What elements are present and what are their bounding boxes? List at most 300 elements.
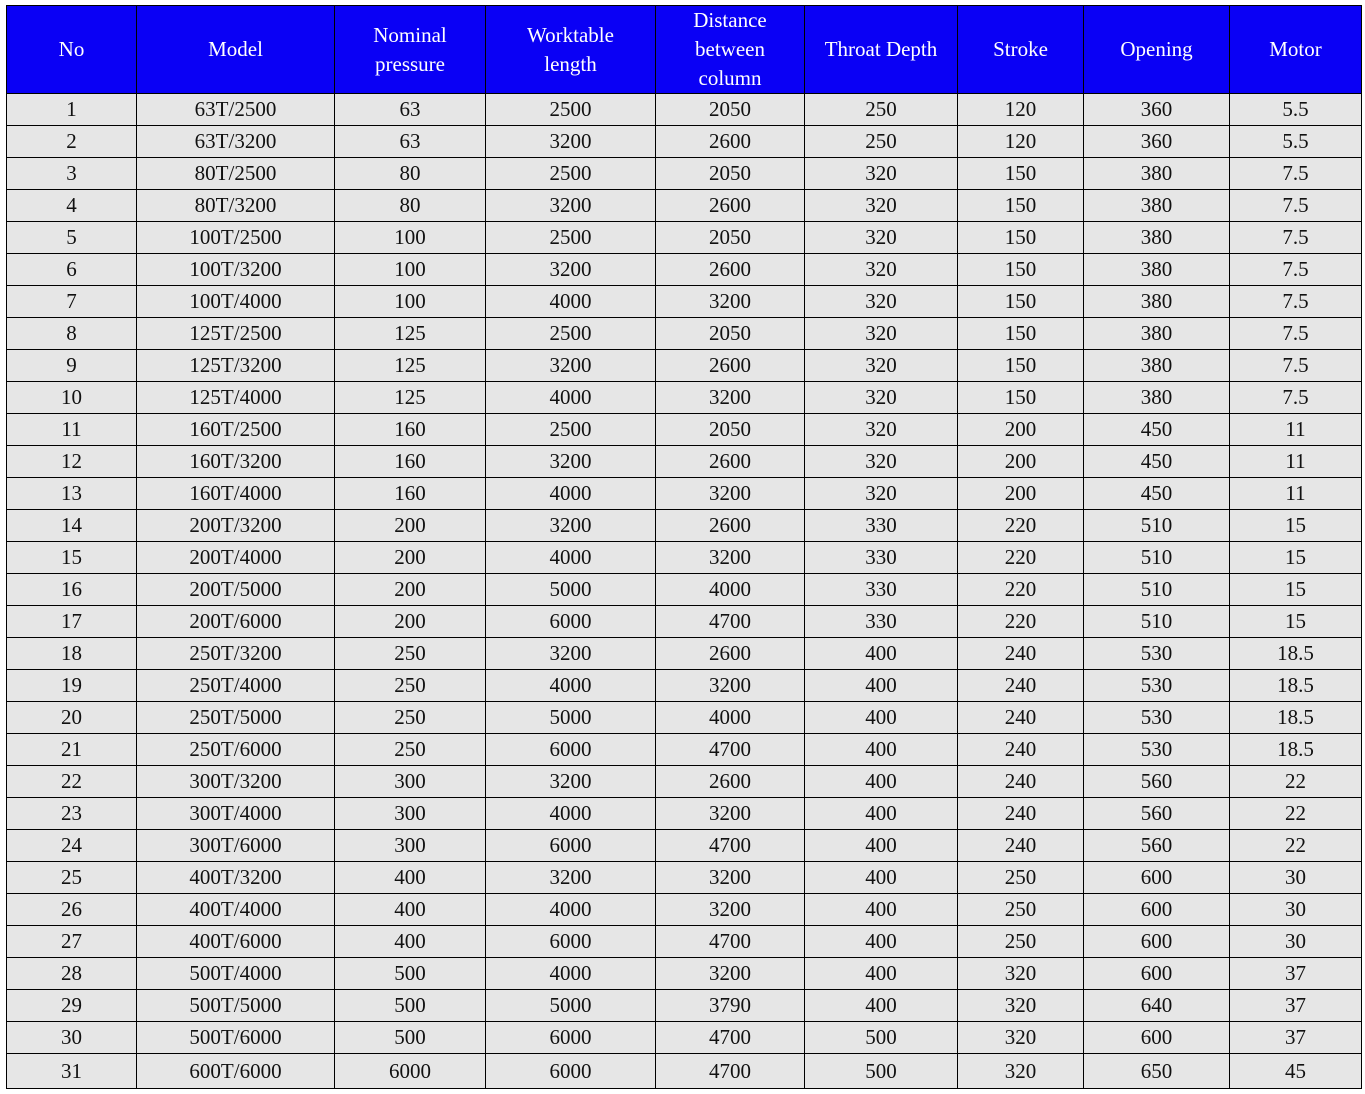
cell-no: 31 bbox=[7, 1054, 137, 1089]
cell-throat-depth: 400 bbox=[805, 990, 958, 1022]
cell-throat-depth: 500 bbox=[805, 1054, 958, 1089]
cell-motor: 22 bbox=[1230, 798, 1362, 830]
cell-no: 5 bbox=[7, 222, 137, 254]
cell-nominal-pressure: 160 bbox=[335, 446, 486, 478]
cell-opening: 510 bbox=[1084, 542, 1230, 574]
cell-motor: 7.5 bbox=[1230, 190, 1362, 222]
cell-nominal-pressure: 250 bbox=[335, 702, 486, 734]
cell-throat-depth: 400 bbox=[805, 958, 958, 990]
cell-opening: 530 bbox=[1084, 702, 1230, 734]
cell-nominal-pressure: 250 bbox=[335, 638, 486, 670]
cell-opening: 360 bbox=[1084, 126, 1230, 158]
cell-model: 200T/3200 bbox=[137, 510, 335, 542]
cell-nominal-pressure: 100 bbox=[335, 222, 486, 254]
cell-stroke: 220 bbox=[958, 510, 1084, 542]
table-row bbox=[7, 318, 1362, 350]
table-row bbox=[7, 798, 1362, 830]
cell-stroke: 150 bbox=[958, 350, 1084, 382]
cell-opening: 510 bbox=[1084, 606, 1230, 638]
cell-motor: 45 bbox=[1230, 1054, 1362, 1089]
cell-nominal-pressure: 250 bbox=[335, 670, 486, 702]
cell-motor: 37 bbox=[1230, 1022, 1362, 1054]
table-row bbox=[7, 542, 1362, 574]
cell-motor: 30 bbox=[1230, 926, 1362, 958]
cell-throat-depth: 250 bbox=[805, 94, 958, 126]
cell-throat-depth: 320 bbox=[805, 286, 958, 318]
cell-no: 3 bbox=[7, 158, 137, 190]
column-header-no-line: No bbox=[58, 37, 85, 61]
cell-motor: 18.5 bbox=[1230, 702, 1362, 734]
cell-opening: 380 bbox=[1084, 190, 1230, 222]
cell-opening: 650 bbox=[1084, 1054, 1230, 1089]
cell-stroke: 250 bbox=[958, 862, 1084, 894]
cell-model: 80T/3200 bbox=[137, 190, 335, 222]
cell-model: 500T/5000 bbox=[137, 990, 335, 1022]
table-row bbox=[7, 1054, 1362, 1089]
table-row bbox=[7, 382, 1362, 414]
cell-throat-depth: 320 bbox=[805, 254, 958, 286]
column-header-distance-between-column-line: column bbox=[698, 66, 762, 90]
cell-no: 27 bbox=[7, 926, 137, 958]
cell-distance-between-column: 2050 bbox=[656, 222, 805, 254]
column-header-opening-line: Opening bbox=[1120, 37, 1193, 61]
table-row bbox=[7, 414, 1362, 446]
cell-model: 160T/2500 bbox=[137, 414, 335, 446]
cell-throat-depth: 320 bbox=[805, 382, 958, 414]
cell-distance-between-column: 3200 bbox=[656, 286, 805, 318]
cell-no: 30 bbox=[7, 1022, 137, 1054]
cell-worktable-length: 3200 bbox=[486, 638, 656, 670]
cell-nominal-pressure: 100 bbox=[335, 286, 486, 318]
table-row bbox=[7, 766, 1362, 798]
table-row bbox=[7, 638, 1362, 670]
cell-nominal-pressure: 80 bbox=[335, 190, 486, 222]
cell-distance-between-column: 2600 bbox=[656, 766, 805, 798]
column-header-distance-between-column-line: Distance bbox=[693, 8, 767, 32]
cell-opening: 600 bbox=[1084, 926, 1230, 958]
table-row bbox=[7, 1022, 1362, 1054]
cell-stroke: 150 bbox=[958, 382, 1084, 414]
cell-opening: 560 bbox=[1084, 766, 1230, 798]
cell-opening: 380 bbox=[1084, 158, 1230, 190]
cell-motor: 18.5 bbox=[1230, 670, 1362, 702]
cell-model: 125T/4000 bbox=[137, 382, 335, 414]
cell-model: 63T/3200 bbox=[137, 126, 335, 158]
cell-worktable-length: 5000 bbox=[486, 574, 656, 606]
column-header-stroke bbox=[958, 6, 1084, 94]
cell-model: 200T/4000 bbox=[137, 542, 335, 574]
cell-opening: 450 bbox=[1084, 414, 1230, 446]
cell-throat-depth: 320 bbox=[805, 350, 958, 382]
header-row bbox=[7, 6, 1362, 94]
cell-worktable-length: 3200 bbox=[486, 126, 656, 158]
cell-nominal-pressure: 300 bbox=[335, 830, 486, 862]
cell-stroke: 150 bbox=[958, 318, 1084, 350]
cell-throat-depth: 400 bbox=[805, 926, 958, 958]
cell-model: 300T/3200 bbox=[137, 766, 335, 798]
cell-no: 4 bbox=[7, 190, 137, 222]
table-row bbox=[7, 478, 1362, 510]
cell-opening: 380 bbox=[1084, 382, 1230, 414]
table-row bbox=[7, 958, 1362, 990]
cell-stroke: 320 bbox=[958, 958, 1084, 990]
cell-worktable-length: 6000 bbox=[486, 830, 656, 862]
cell-opening: 530 bbox=[1084, 734, 1230, 766]
column-header-throat-depth bbox=[805, 6, 958, 94]
cell-distance-between-column: 2600 bbox=[656, 446, 805, 478]
cell-no: 16 bbox=[7, 574, 137, 606]
cell-worktable-length: 4000 bbox=[486, 382, 656, 414]
cell-nominal-pressure: 400 bbox=[335, 862, 486, 894]
cell-model: 100T/3200 bbox=[137, 254, 335, 286]
cell-distance-between-column: 2050 bbox=[656, 414, 805, 446]
cell-throat-depth: 400 bbox=[805, 702, 958, 734]
cell-model: 300T/6000 bbox=[137, 830, 335, 862]
cell-worktable-length: 2500 bbox=[486, 158, 656, 190]
table-header bbox=[7, 6, 1362, 94]
cell-worktable-length: 6000 bbox=[486, 926, 656, 958]
column-header-model bbox=[137, 6, 335, 94]
cell-motor: 5.5 bbox=[1230, 126, 1362, 158]
cell-opening: 380 bbox=[1084, 286, 1230, 318]
spec-table-container bbox=[6, 5, 1362, 1089]
cell-nominal-pressure: 63 bbox=[335, 126, 486, 158]
cell-distance-between-column: 3200 bbox=[656, 862, 805, 894]
cell-motor: 11 bbox=[1230, 478, 1362, 510]
cell-nominal-pressure: 300 bbox=[335, 798, 486, 830]
cell-model: 200T/6000 bbox=[137, 606, 335, 638]
cell-worktable-length: 2500 bbox=[486, 414, 656, 446]
cell-opening: 560 bbox=[1084, 798, 1230, 830]
column-header-throat-depth-line: Throat Depth bbox=[824, 37, 938, 61]
cell-model: 100T/2500 bbox=[137, 222, 335, 254]
cell-stroke: 150 bbox=[958, 286, 1084, 318]
cell-opening: 560 bbox=[1084, 830, 1230, 862]
cell-worktable-length: 2500 bbox=[486, 318, 656, 350]
cell-worktable-length: 6000 bbox=[486, 734, 656, 766]
cell-worktable-length: 5000 bbox=[486, 702, 656, 734]
cell-worktable-length: 4000 bbox=[486, 542, 656, 574]
cell-stroke: 220 bbox=[958, 606, 1084, 638]
cell-motor: 22 bbox=[1230, 830, 1362, 862]
cell-no: 24 bbox=[7, 830, 137, 862]
column-header-distance-between-column bbox=[656, 6, 805, 94]
cell-stroke: 240 bbox=[958, 798, 1084, 830]
cell-model: 250T/5000 bbox=[137, 702, 335, 734]
table-row bbox=[7, 510, 1362, 542]
cell-opening: 380 bbox=[1084, 350, 1230, 382]
cell-nominal-pressure: 500 bbox=[335, 958, 486, 990]
cell-distance-between-column: 4700 bbox=[656, 926, 805, 958]
cell-motor: 22 bbox=[1230, 766, 1362, 798]
cell-no: 9 bbox=[7, 350, 137, 382]
cell-worktable-length: 2500 bbox=[486, 222, 656, 254]
cell-distance-between-column: 4000 bbox=[656, 574, 805, 606]
cell-model: 80T/2500 bbox=[137, 158, 335, 190]
column-header-distance-between-column-line: between bbox=[695, 37, 765, 61]
cell-no: 26 bbox=[7, 894, 137, 926]
cell-distance-between-column: 2050 bbox=[656, 94, 805, 126]
cell-distance-between-column: 4700 bbox=[656, 1054, 805, 1089]
cell-throat-depth: 320 bbox=[805, 318, 958, 350]
cell-nominal-pressure: 200 bbox=[335, 574, 486, 606]
cell-model: 500T/4000 bbox=[137, 958, 335, 990]
cell-stroke: 120 bbox=[958, 94, 1084, 126]
column-header-nominal-pressure-line: pressure bbox=[375, 51, 445, 76]
cell-no: 11 bbox=[7, 414, 137, 446]
cell-no: 19 bbox=[7, 670, 137, 702]
cell-throat-depth: 320 bbox=[805, 158, 958, 190]
cell-nominal-pressure: 100 bbox=[335, 254, 486, 286]
cell-throat-depth: 400 bbox=[805, 830, 958, 862]
cell-distance-between-column: 3200 bbox=[656, 542, 805, 574]
cell-no: 17 bbox=[7, 606, 137, 638]
cell-throat-depth: 320 bbox=[805, 478, 958, 510]
press-brake-spec-table bbox=[6, 5, 1362, 1089]
cell-motor: 7.5 bbox=[1230, 222, 1362, 254]
cell-no: 28 bbox=[7, 958, 137, 990]
cell-nominal-pressure: 6000 bbox=[335, 1054, 486, 1089]
cell-model: 200T/5000 bbox=[137, 574, 335, 606]
cell-opening: 600 bbox=[1084, 958, 1230, 990]
table-row bbox=[7, 94, 1362, 126]
cell-nominal-pressure: 125 bbox=[335, 350, 486, 382]
cell-no: 22 bbox=[7, 766, 137, 798]
cell-throat-depth: 250 bbox=[805, 126, 958, 158]
cell-worktable-length: 4000 bbox=[486, 286, 656, 318]
column-header-worktable-length-line: Worktable bbox=[527, 22, 614, 47]
cell-nominal-pressure: 125 bbox=[335, 382, 486, 414]
column-header-model-line: Model bbox=[208, 37, 263, 61]
cell-opening: 380 bbox=[1084, 254, 1230, 286]
cell-throat-depth: 320 bbox=[805, 190, 958, 222]
cell-no: 6 bbox=[7, 254, 137, 286]
cell-throat-depth: 400 bbox=[805, 894, 958, 926]
cell-no: 25 bbox=[7, 862, 137, 894]
cell-nominal-pressure: 400 bbox=[335, 926, 486, 958]
cell-no: 14 bbox=[7, 510, 137, 542]
cell-opening: 380 bbox=[1084, 222, 1230, 254]
cell-model: 160T/3200 bbox=[137, 446, 335, 478]
cell-throat-depth: 320 bbox=[805, 414, 958, 446]
cell-no: 7 bbox=[7, 286, 137, 318]
cell-opening: 640 bbox=[1084, 990, 1230, 1022]
cell-motor: 18.5 bbox=[1230, 638, 1362, 670]
cell-model: 125T/3200 bbox=[137, 350, 335, 382]
table-row bbox=[7, 350, 1362, 382]
cell-throat-depth: 400 bbox=[805, 798, 958, 830]
cell-distance-between-column: 3200 bbox=[656, 382, 805, 414]
cell-model: 250T/3200 bbox=[137, 638, 335, 670]
column-header-worktable-length bbox=[486, 6, 656, 94]
cell-nominal-pressure: 125 bbox=[335, 318, 486, 350]
cell-model: 500T/6000 bbox=[137, 1022, 335, 1054]
cell-model: 100T/4000 bbox=[137, 286, 335, 318]
cell-stroke: 240 bbox=[958, 702, 1084, 734]
cell-worktable-length: 3200 bbox=[486, 190, 656, 222]
cell-worktable-length: 3200 bbox=[486, 446, 656, 478]
cell-stroke: 220 bbox=[958, 574, 1084, 606]
cell-model: 250T/4000 bbox=[137, 670, 335, 702]
cell-no: 18 bbox=[7, 638, 137, 670]
cell-nominal-pressure: 200 bbox=[335, 606, 486, 638]
cell-throat-depth: 400 bbox=[805, 766, 958, 798]
cell-stroke: 250 bbox=[958, 894, 1084, 926]
cell-distance-between-column: 2600 bbox=[656, 638, 805, 670]
cell-throat-depth: 400 bbox=[805, 670, 958, 702]
cell-motor: 15 bbox=[1230, 606, 1362, 638]
cell-nominal-pressure: 250 bbox=[335, 734, 486, 766]
cell-motor: 30 bbox=[1230, 862, 1362, 894]
cell-opening: 360 bbox=[1084, 94, 1230, 126]
cell-worktable-length: 4000 bbox=[486, 670, 656, 702]
cell-worktable-length: 2500 bbox=[486, 94, 656, 126]
cell-distance-between-column: 2600 bbox=[656, 254, 805, 286]
cell-nominal-pressure: 80 bbox=[335, 158, 486, 190]
column-header-no bbox=[7, 6, 137, 94]
cell-motor: 5.5 bbox=[1230, 94, 1362, 126]
cell-no: 21 bbox=[7, 734, 137, 766]
cell-opening: 380 bbox=[1084, 318, 1230, 350]
table-row bbox=[7, 574, 1362, 606]
cell-stroke: 320 bbox=[958, 1022, 1084, 1054]
table-body bbox=[7, 94, 1362, 1089]
cell-throat-depth: 330 bbox=[805, 606, 958, 638]
cell-motor: 15 bbox=[1230, 542, 1362, 574]
cell-distance-between-column: 2050 bbox=[656, 158, 805, 190]
cell-opening: 530 bbox=[1084, 638, 1230, 670]
cell-stroke: 240 bbox=[958, 670, 1084, 702]
table-row bbox=[7, 606, 1362, 638]
cell-motor: 18.5 bbox=[1230, 734, 1362, 766]
cell-worktable-length: 3200 bbox=[486, 510, 656, 542]
cell-distance-between-column: 3200 bbox=[656, 478, 805, 510]
cell-motor: 7.5 bbox=[1230, 254, 1362, 286]
cell-model: 600T/6000 bbox=[137, 1054, 335, 1089]
table-row bbox=[7, 862, 1362, 894]
cell-motor: 11 bbox=[1230, 446, 1362, 478]
cell-opening: 510 bbox=[1084, 574, 1230, 606]
cell-motor: 7.5 bbox=[1230, 286, 1362, 318]
cell-no: 2 bbox=[7, 126, 137, 158]
cell-nominal-pressure: 400 bbox=[335, 894, 486, 926]
cell-nominal-pressure: 160 bbox=[335, 478, 486, 510]
cell-stroke: 240 bbox=[958, 830, 1084, 862]
table-row bbox=[7, 990, 1362, 1022]
cell-model: 300T/4000 bbox=[137, 798, 335, 830]
cell-throat-depth: 400 bbox=[805, 862, 958, 894]
cell-model: 250T/6000 bbox=[137, 734, 335, 766]
cell-stroke: 320 bbox=[958, 990, 1084, 1022]
cell-motor: 37 bbox=[1230, 990, 1362, 1022]
cell-throat-depth: 330 bbox=[805, 542, 958, 574]
cell-worktable-length: 4000 bbox=[486, 958, 656, 990]
cell-distance-between-column: 4700 bbox=[656, 606, 805, 638]
table-row bbox=[7, 286, 1362, 318]
cell-distance-between-column: 2600 bbox=[656, 190, 805, 222]
cell-worktable-length: 3200 bbox=[486, 862, 656, 894]
cell-nominal-pressure: 200 bbox=[335, 510, 486, 542]
cell-throat-depth: 500 bbox=[805, 1022, 958, 1054]
cell-opening: 450 bbox=[1084, 478, 1230, 510]
cell-no: 8 bbox=[7, 318, 137, 350]
cell-no: 13 bbox=[7, 478, 137, 510]
cell-stroke: 150 bbox=[958, 254, 1084, 286]
cell-worktable-length: 5000 bbox=[486, 990, 656, 1022]
column-header-opening bbox=[1084, 6, 1230, 94]
table-row bbox=[7, 926, 1362, 958]
column-header-motor bbox=[1230, 6, 1362, 94]
cell-opening: 450 bbox=[1084, 446, 1230, 478]
cell-motor: 7.5 bbox=[1230, 158, 1362, 190]
cell-stroke: 250 bbox=[958, 926, 1084, 958]
cell-opening: 600 bbox=[1084, 1022, 1230, 1054]
cell-nominal-pressure: 63 bbox=[335, 94, 486, 126]
cell-opening: 600 bbox=[1084, 894, 1230, 926]
column-header-worktable-length-line: length bbox=[544, 51, 597, 76]
table-row bbox=[7, 446, 1362, 478]
cell-no: 15 bbox=[7, 542, 137, 574]
cell-model: 400T/4000 bbox=[137, 894, 335, 926]
cell-stroke: 200 bbox=[958, 446, 1084, 478]
cell-model: 400T/6000 bbox=[137, 926, 335, 958]
table-row bbox=[7, 734, 1362, 766]
cell-stroke: 150 bbox=[958, 190, 1084, 222]
cell-opening: 510 bbox=[1084, 510, 1230, 542]
column-header-stroke-line: Stroke bbox=[993, 37, 1048, 61]
cell-distance-between-column: 4700 bbox=[656, 1022, 805, 1054]
cell-distance-between-column: 3200 bbox=[656, 894, 805, 926]
cell-worktable-length: 6000 bbox=[486, 1054, 656, 1089]
table-row bbox=[7, 702, 1362, 734]
cell-distance-between-column: 3200 bbox=[656, 670, 805, 702]
cell-stroke: 200 bbox=[958, 414, 1084, 446]
cell-nominal-pressure: 160 bbox=[335, 414, 486, 446]
cell-no: 20 bbox=[7, 702, 137, 734]
cell-motor: 37 bbox=[1230, 958, 1362, 990]
cell-stroke: 150 bbox=[958, 222, 1084, 254]
cell-motor: 11 bbox=[1230, 414, 1362, 446]
cell-motor: 7.5 bbox=[1230, 382, 1362, 414]
cell-distance-between-column: 3790 bbox=[656, 990, 805, 1022]
cell-no: 10 bbox=[7, 382, 137, 414]
cell-nominal-pressure: 500 bbox=[335, 990, 486, 1022]
cell-worktable-length: 3200 bbox=[486, 254, 656, 286]
column-header-nominal-pressure-line: Nominal bbox=[373, 22, 447, 47]
cell-model: 125T/2500 bbox=[137, 318, 335, 350]
cell-worktable-length: 4000 bbox=[486, 478, 656, 510]
cell-stroke: 200 bbox=[958, 478, 1084, 510]
table-row bbox=[7, 158, 1362, 190]
table-row bbox=[7, 190, 1362, 222]
cell-throat-depth: 320 bbox=[805, 222, 958, 254]
table-row bbox=[7, 830, 1362, 862]
cell-worktable-length: 3200 bbox=[486, 766, 656, 798]
table-row bbox=[7, 126, 1362, 158]
cell-throat-depth: 330 bbox=[805, 510, 958, 542]
cell-distance-between-column: 2600 bbox=[656, 350, 805, 382]
table-row bbox=[7, 670, 1362, 702]
cell-nominal-pressure: 500 bbox=[335, 1022, 486, 1054]
cell-throat-depth: 320 bbox=[805, 446, 958, 478]
cell-throat-depth: 330 bbox=[805, 574, 958, 606]
cell-worktable-length: 4000 bbox=[486, 798, 656, 830]
cell-distance-between-column: 4700 bbox=[656, 830, 805, 862]
cell-opening: 600 bbox=[1084, 862, 1230, 894]
cell-distance-between-column: 2050 bbox=[656, 318, 805, 350]
cell-distance-between-column: 2600 bbox=[656, 510, 805, 542]
cell-distance-between-column: 3200 bbox=[656, 798, 805, 830]
